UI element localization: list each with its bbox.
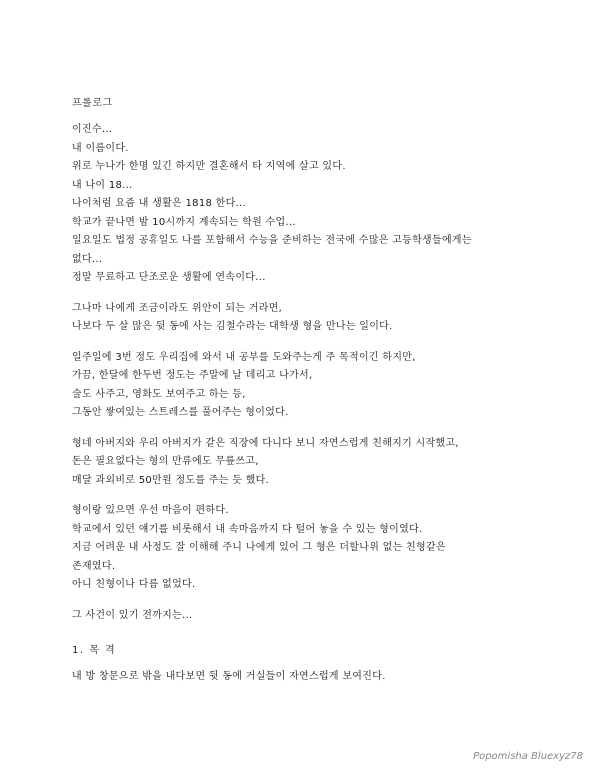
text-line: 그동안 쌓여있는 스트레스를 풀어주는 형이었다. [72,407,289,418]
text-line: 나보다 두 살 많은 뒷 동에 사는 김철수라는 대학생 형을 만나는 일이다. [72,321,393,332]
text-line: 학교에서 있던 얘기를 비롯해서 내 속마음까지 다 털어 놓을 수 있는 형이였다. [72,523,423,535]
text-line: 아니 친형이나 다름 없었다. [72,579,196,590]
text-line: 지금 어려운 내 사정도 잘 이해해 주니 나에게 있어 그 형은 더할나위 없는 친형같은 [72,542,446,553]
paragraph-6 [72,607,542,626]
text-line: 내 나이 18... [72,179,133,191]
text-line: 일주일에 3번 정도 우리집에 와서 내 공부를 도와주는게 주 목적이긴 하지만, [72,351,416,363]
paragraph-5 [72,502,542,595]
document-body [72,121,542,637]
text-line: 나이처럼 요즘 내 생활은 1818 한다... [72,198,246,209]
section-text-line: 내 방 창문으로 밖을 내다보면 뒷 동에 거실들이 자연스럽게 보여진다. [72,671,386,682]
text-line: 술도 사주고, 영화도 보여주고 하는 등, [72,388,246,400]
text-line: 형네 아버지와 우리 아버지가 같은 직장에 다니다 보니 자연스럽게 친해지기 시작했고, [72,437,459,449]
text-line: 위로 누나가 한명 있긴 하지만 결혼해서 타 지역에 살고 있다. [72,161,346,172]
text-line: 학교가 끝나면 밤 10시까지 계속되는 학원 수업... [72,216,296,228]
paragraph-3 [72,349,542,423]
text-line: 내 이름이다. [72,142,129,154]
text-line: 형이랑 있으면 우선 마음이 편하다. [72,505,229,516]
watermark: Popomisha Bluexyz78 [473,751,583,762]
text-line: 돈은 필요없다는 형의 만류에도 무릎쓰고, [72,456,259,467]
paragraph-1 [72,121,542,288]
text-line: 그 사건이 있기 전까지는... [72,609,193,621]
text-line: 가끔, 한달에 한두번 정도는 주말에 날 데리고 나가서, [72,370,313,381]
text-line: 이진수... [72,124,113,135]
text-line: 일요일도 법정 공휴일도 나를 포함해서 수능을 준비하는 전국에 수많은 고등학생들에게는 [72,235,472,246]
text-line: 없다... [72,253,103,265]
section-heading: 1. 목 격 [72,645,117,656]
paragraph-2 [72,300,542,337]
text-line: 그나마 나에게 조금이라도 위안이 되는 거라면, [72,302,283,314]
text-line: 정말 무료하고 단조로운 생활에 연속이다... [72,272,266,283]
text-line: 존재였다. [72,560,116,572]
text-line: 매달 과외비로 50만원 정도를 주는 듯 했다. [72,474,270,486]
document-title: 프롤로그 [72,98,113,109]
paragraph-4 [72,435,542,491]
